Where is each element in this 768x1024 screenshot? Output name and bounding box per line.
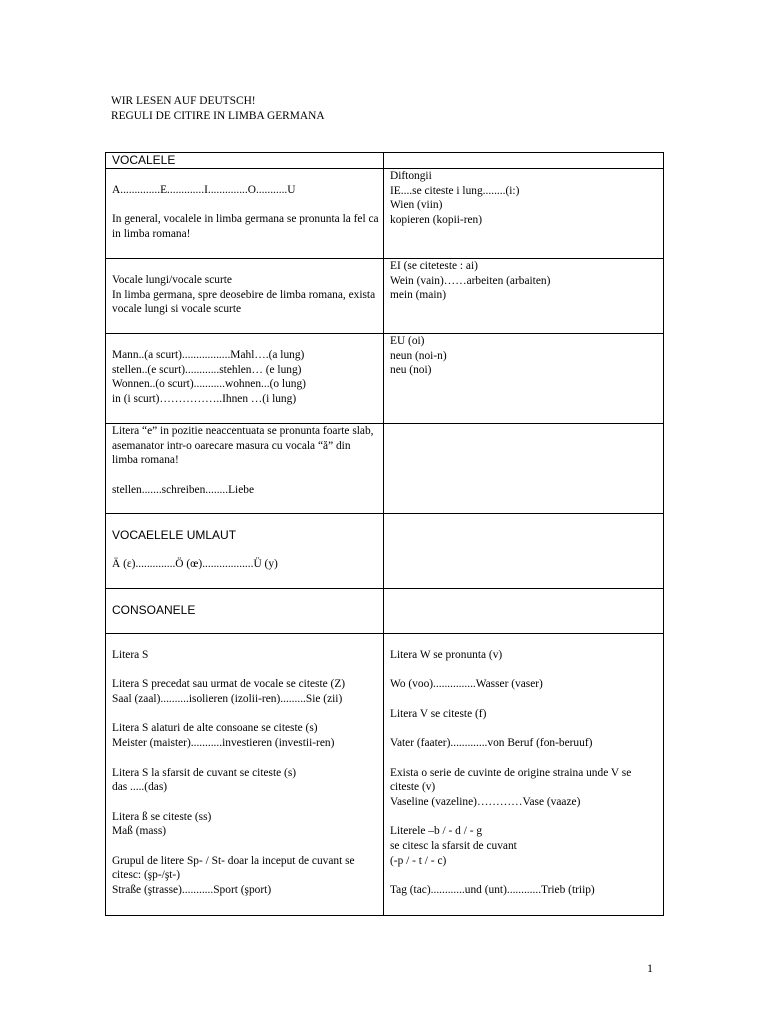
page-number: 1 [647,961,653,975]
unstressed-e-cell [106,424,384,514]
wv-line-1 [390,663,659,678]
s-line-1 [112,663,379,678]
s-line-4 [112,707,379,722]
document-title [111,94,325,124]
eu-example-1: neun (noi-n) [390,349,447,362]
umlaut-cell [106,514,384,589]
wv-line-2: Wo (voo)...............Wasser (vaser) [390,678,543,691]
wv-line-14 [390,868,659,883]
s-line-3: Saal (zaal)..........isolieren (izolii-ren).........Sie (zii) [112,693,343,706]
diftongii-header: Diftongii [390,170,432,182]
length-example-e: stellen..(e scurt)............stehlen… (e lung) [112,363,302,376]
s-line-10 [112,795,379,810]
vocale-header: VOCALELE [112,153,176,167]
ei-rule: EI (se citeteste : ai) [390,260,478,272]
wv-line-10 [390,810,659,825]
diphthong-eu-cell [384,334,664,424]
unstressed-e-note: Litera “e” in pozitie neaccentuata se pronunta foarte slab, asemanator intr-o oarecare masura cu vocala “ă” din limba romana! [112,425,377,467]
unstressed-e-examples: stellen.......schreiben........Liebe [112,483,255,496]
s-line-14: Grupul de litere Sp- / St- doar la inceput de cuvant se citesc: (şp-/şt-) [112,854,358,882]
ei-example-1: Wein (vain)……arbeiten (arbaiten) [390,274,551,287]
wv-line-7 [390,751,659,766]
ei-example-2: mein (main) [390,289,446,302]
consonants-s-cell [106,634,384,916]
s-line-5: Litera S alaturi de alte consoane se citeste (s) [112,722,318,735]
ie-example-2: kopieren (kopii-ren) [390,214,483,227]
consonants-wv-cell [384,634,664,916]
eu-example-2: neu (noi) [390,364,432,377]
vocale-header-cell [106,153,384,169]
wv-line-13: (-p / - t / - c) [390,854,447,867]
wv-line-9: Vaseline (vazeline)…………Vase (vaaze) [390,795,581,808]
diphthong-ei-cell [384,259,664,334]
consonants-cell [106,589,384,634]
wv-line-0: Litera W se pronunta (v) [390,649,503,661]
wv-line-5 [390,721,659,736]
umlaut-header: VOCAELELE UMLAUT [112,528,237,542]
s-line-2: Litera S precedat sau urmat de vocale se citeste (Z) [112,678,346,691]
length-example-a: Mann..(a scurt).................Mahl….(a lung) [112,349,305,361]
length-example-i: in (i scurt)……………..Ihnen …(i lung) [112,393,297,406]
s-line-9: das .....(das) [112,781,168,794]
wv-line-4: Litera V se citeste (f) [390,707,487,720]
long-short-note: In limba germana, spre deosebire de limba romana, exista vocale lungi si vocale scurte [112,288,379,316]
wv-line-3 [390,692,659,707]
length-example-o: Wonnen..(o scurt)...........wohnen...(o lung) [112,378,306,391]
ie-rule: IE....se citeste i lung........(i:) [390,184,520,197]
wv-line-15: Tag (tac)............und (unt)............Trieb (triip) [390,884,595,897]
diphthongs-ie-cell [384,169,664,259]
vowels-list: A..............E.............I..............O...........U [112,184,296,196]
vowel-length-examples-cell [106,334,384,424]
long-short-vowels-cell [106,259,384,334]
s-line-8: Litera S la sfarsit de cuvant se citeste (s) [112,766,297,779]
umlaut-list: Ä (ɛ)..............Ö (œ)..................Ü (y) [112,558,278,571]
consonants-header: CONSOANELE [112,603,196,617]
wv-line-6: Vater (faater).............von Beruf (fon-beruuf) [390,737,593,750]
reading-rules-table [105,152,664,916]
s-line-6: Meister (maister)...........investieren (investii-ren) [112,737,335,750]
vowels-cell [106,169,384,259]
wv-line-12: se citesc la sfarsit de cuvant [390,840,517,853]
title-line-1: WIR LESEN AUF DEUTSCH! [111,95,256,107]
empty-cell-r5 [384,514,664,589]
s-line-15: Straße (ştrasse)...........Sport (şport) [112,884,272,897]
title-line-2: REGULI DE CITIRE IN LIMBA GERMANA [111,110,325,122]
s-line-12: Maß (mass) [112,825,167,838]
s-line-13 [112,839,379,854]
s-line-7 [112,751,379,766]
eu-rule: EU (oi) [390,335,425,347]
empty-header-cell [384,153,664,169]
ie-example-1: Wien (viin) [390,199,443,212]
empty-cell-r6 [384,589,664,634]
long-short-title: Vocale lungi/vocale scurte [112,274,232,286]
s-line-11: Litera ß se citeste (ss) [112,810,212,823]
empty-cell-r4 [384,424,664,514]
wv-line-8: Exista o serie de cuvinte de origine straina unde V se citeste (v) [390,766,635,794]
s-line-0: Litera S [112,649,149,661]
wv-line-11: Literele –b / - d / - g [390,825,483,838]
vowels-note: In general, vocalele in limba germana se pronunta la fel ca in limba romana! [112,213,382,241]
